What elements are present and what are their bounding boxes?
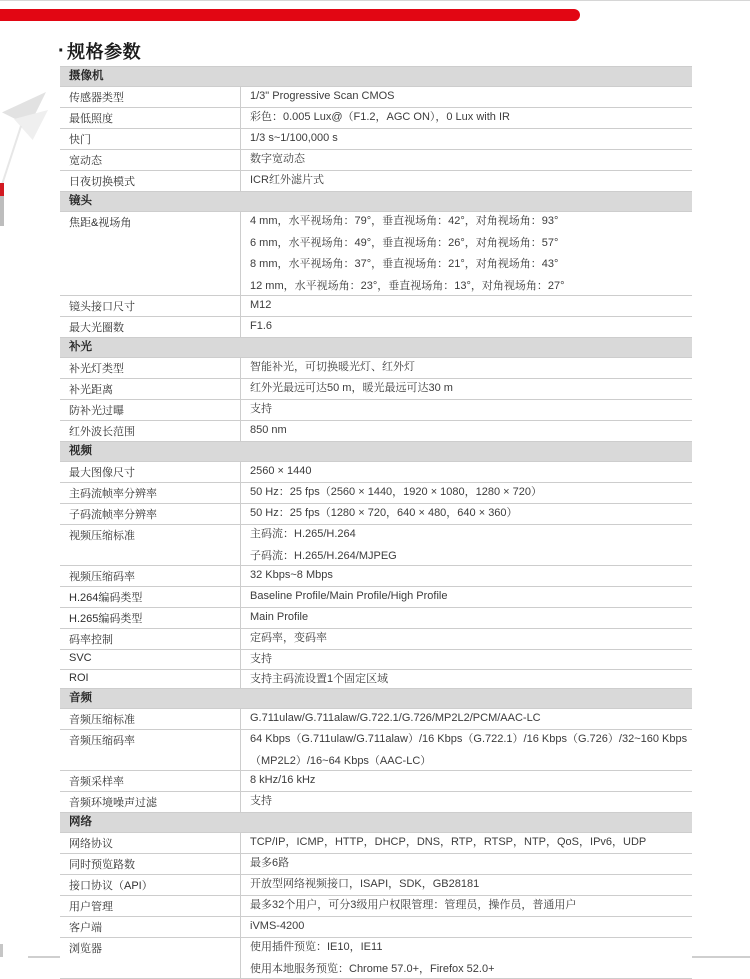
section-header: 视频 bbox=[60, 442, 692, 462]
spec-label: 用户管理 bbox=[60, 896, 241, 916]
spec-value bbox=[241, 317, 692, 337]
spec-value bbox=[241, 129, 692, 149]
spec-value-line: iVMS-4200 bbox=[250, 920, 305, 932]
spec-value bbox=[241, 833, 692, 853]
spec-row bbox=[60, 171, 692, 192]
spec-value-line: 850 nm bbox=[250, 424, 287, 436]
spec-label: 客户端 bbox=[60, 917, 241, 937]
spec-value-line: 开放型网络视频接口，ISAPI，SDK，GB28181 bbox=[250, 878, 480, 890]
spec-label: 最大光圈数 bbox=[60, 317, 241, 337]
spec-row bbox=[60, 421, 692, 442]
spec-row bbox=[60, 296, 692, 317]
spec-label: SVC bbox=[60, 650, 241, 669]
spec-value bbox=[241, 171, 692, 191]
spec-value-line: 定码率，变码率 bbox=[250, 632, 327, 644]
spec-value bbox=[241, 358, 692, 378]
spec-value bbox=[241, 212, 692, 295]
spec-row bbox=[60, 317, 692, 338]
spec-value bbox=[241, 379, 692, 399]
spec-value-line: 使用本地服务预览：Chrome 57.0+，Firefox 52.0+ bbox=[250, 962, 495, 975]
spec-label: 最低照度 bbox=[60, 108, 241, 128]
spec-row bbox=[60, 87, 692, 108]
spec-row bbox=[60, 854, 692, 875]
spec-value bbox=[241, 854, 692, 874]
spec-value-line: 1/3" Progressive Scan CMOS bbox=[250, 90, 395, 102]
spec-row bbox=[60, 792, 692, 813]
title-bullet-icon: · bbox=[58, 40, 66, 62]
spec-label: H.265编码类型 bbox=[60, 608, 241, 628]
spec-row bbox=[60, 650, 692, 670]
spec-value bbox=[241, 938, 692, 978]
spec-value-line: 支持 bbox=[250, 795, 272, 807]
page-edge-bottom-mark bbox=[0, 944, 3, 957]
spec-value-line: Baseline Profile/Main Profile/High Profile bbox=[250, 590, 448, 602]
spec-row bbox=[60, 730, 692, 771]
section-header: 音频 bbox=[60, 689, 692, 709]
spec-value bbox=[241, 566, 692, 586]
spec-label: 浏览器 bbox=[60, 938, 241, 978]
spec-label: 网络协议 bbox=[60, 833, 241, 853]
spec-value-line: 支持 bbox=[250, 403, 272, 415]
spec-row bbox=[60, 212, 692, 296]
spec-label: 传感器类型 bbox=[60, 87, 241, 107]
spec-label: H.264编码类型 bbox=[60, 587, 241, 607]
spec-value bbox=[241, 771, 692, 791]
spec-row bbox=[60, 917, 692, 938]
spec-value-line: G.711ulaw/G.711alaw/G.722.1/G.726/MP2L2/PCM/AAC-LC bbox=[250, 712, 541, 724]
spec-label: 日夜切换模式 bbox=[60, 171, 241, 191]
spec-value-line: Main Profile bbox=[250, 611, 309, 623]
spec-label: 主码流帧率分辨率 bbox=[60, 483, 241, 503]
spec-row bbox=[60, 587, 692, 608]
spec-label: ROI bbox=[60, 670, 241, 689]
spec-value bbox=[241, 629, 692, 649]
spec-row bbox=[60, 608, 692, 629]
spec-row bbox=[60, 379, 692, 400]
spec-value-line: 最多6路 bbox=[250, 857, 290, 869]
spec-label: 红外波长范围 bbox=[60, 421, 241, 441]
section-header: 补光 bbox=[60, 338, 692, 358]
spec-label: 音频压缩标准 bbox=[60, 709, 241, 729]
spec-row bbox=[60, 896, 692, 917]
spec-value-line: 1/3 s~1/100,000 s bbox=[250, 132, 338, 144]
spec-value-line: M12 bbox=[250, 299, 272, 311]
spec-value-line: 12 mm，水平视场角：23°，垂直视场角：13°，对角视场角：27° bbox=[250, 279, 565, 292]
spec-value-line: 50 Hz：25 fps（2560 × 1440，1920 × 1080，1280 × 720） bbox=[250, 486, 543, 498]
spec-value-line: 32 Kbps~8 Mbps bbox=[250, 569, 333, 581]
spec-value bbox=[241, 875, 692, 895]
spec-value-line: 子码流：H.265/H.264/MJPEG bbox=[250, 549, 397, 562]
spec-value-line: 最多32个用户，可分3级用户权限管理：管理员，操作员，普通用户 bbox=[250, 899, 577, 911]
spec-row bbox=[60, 504, 692, 525]
spec-row bbox=[60, 771, 692, 792]
spec-row bbox=[60, 358, 692, 379]
spec-value bbox=[241, 108, 692, 128]
brand-red-bar bbox=[0, 9, 580, 21]
watermark-graphic bbox=[0, 84, 60, 224]
spec-value bbox=[241, 730, 693, 770]
spec-value bbox=[241, 670, 692, 689]
spec-value bbox=[241, 462, 692, 482]
spec-row bbox=[60, 483, 692, 504]
spec-label: 音频压缩码率 bbox=[60, 730, 241, 770]
spec-value-line: TCP/IP，ICMP，HTTP，DHCP，DNS，RTP，RTSP，NTP，QoS，IPv6，UDP bbox=[250, 836, 647, 848]
section-header: 镜头 bbox=[60, 192, 692, 212]
page-title bbox=[58, 38, 141, 64]
spec-value-line: 6 mm，水平视场角：49°，垂直视场角：26°，对角视场角：57° bbox=[250, 236, 559, 249]
spec-row bbox=[60, 108, 692, 129]
spec-value bbox=[241, 87, 692, 107]
spec-value-line: 彩色：0.005 Lux@（F1.2，AGC ON），0 Lux with IR bbox=[250, 111, 510, 123]
spec-value-line: 数字宽动态 bbox=[250, 153, 305, 165]
spec-label: 音频采样率 bbox=[60, 771, 241, 791]
spec-value bbox=[241, 917, 692, 937]
spec-value-line: 64 Kbps（G.711ulaw/G.711alaw）/16 Kbps（G.722.1）/16 Kbps（G.726）/32~160 Kbps bbox=[250, 733, 688, 745]
spec-value bbox=[241, 896, 692, 916]
top-hairline bbox=[0, 0, 750, 1]
spec-value-line: 2560 × 1440 bbox=[250, 465, 312, 477]
spec-value bbox=[241, 483, 692, 503]
spec-value-line: 支持主码流设置1个固定区域 bbox=[250, 672, 389, 685]
spec-value-line: 主码流：H.265/H.264 bbox=[250, 528, 356, 540]
spec-value-line: 红外光最远可达50 m，暖光最远可达30 m bbox=[250, 382, 453, 394]
spec-value-line: ICR红外滤片式 bbox=[250, 174, 324, 186]
spec-value bbox=[241, 709, 692, 729]
spec-value bbox=[241, 296, 692, 316]
section-header: 摄像机 bbox=[60, 67, 692, 87]
spec-row bbox=[60, 129, 692, 150]
spec-value bbox=[241, 400, 692, 420]
spec-row bbox=[60, 525, 692, 566]
spec-value-line: 使用插件预览：IE10，IE11 bbox=[250, 941, 383, 953]
spec-label: 宽动态 bbox=[60, 150, 241, 170]
spec-label: 视频压缩码率 bbox=[60, 566, 241, 586]
spec-value bbox=[241, 150, 692, 170]
spec-value bbox=[241, 525, 692, 565]
spec-value-line: 支持 bbox=[250, 653, 272, 665]
page-title-text: 规格参数 bbox=[67, 42, 142, 62]
spec-label: 接口协议（API） bbox=[60, 875, 241, 895]
spec-label: 补光距离 bbox=[60, 379, 241, 399]
spec-row bbox=[60, 938, 692, 979]
spec-value bbox=[241, 650, 692, 669]
page-edge-gray-mark bbox=[0, 196, 4, 226]
spec-value-line: 8 kHz/16 kHz bbox=[250, 774, 316, 786]
spec-value-line: 智能补光，可切换暖光灯、红外灯 bbox=[250, 361, 415, 373]
section-header: 网络 bbox=[60, 813, 692, 833]
spec-label: 镜头接口尺寸 bbox=[60, 296, 241, 316]
spec-value-line: 4 mm，水平视场角：79°，垂直视场角：42°，对角视场角：93° bbox=[250, 215, 559, 227]
spec-value-line: 8 mm，水平视场角：37°，垂直视场角：21°，对角视场角：43° bbox=[250, 258, 559, 270]
spec-row bbox=[60, 875, 692, 896]
spec-label: 焦距&视场角 bbox=[60, 212, 241, 295]
spec-label: 同时预览路数 bbox=[60, 854, 241, 874]
spec-value bbox=[241, 504, 692, 524]
spec-row bbox=[60, 462, 692, 483]
spec-row bbox=[60, 670, 692, 690]
spec-row bbox=[60, 629, 692, 650]
spec-label: 补光灯类型 bbox=[60, 358, 241, 378]
spec-row bbox=[60, 566, 692, 587]
spec-label: 最大图像尺寸 bbox=[60, 462, 241, 482]
spec-table bbox=[60, 66, 692, 979]
spec-value bbox=[241, 608, 692, 628]
spec-value bbox=[241, 587, 692, 607]
spec-row bbox=[60, 709, 692, 730]
spec-row bbox=[60, 150, 692, 171]
spec-value-line: （MP2L2）/16~64 Kbps（AAC-LC） bbox=[250, 754, 432, 767]
spec-value-line: F1.6 bbox=[250, 320, 273, 332]
spec-value bbox=[241, 792, 692, 812]
spec-value-line: 50 Hz：25 fps（1280 × 720，640 × 480，640 × 360） bbox=[250, 507, 518, 519]
spec-row bbox=[60, 400, 692, 421]
spec-row bbox=[60, 833, 692, 854]
spec-value bbox=[241, 421, 692, 441]
spec-label: 快门 bbox=[60, 129, 241, 149]
spec-label: 视频压缩标准 bbox=[60, 525, 241, 565]
spec-label: 码率控制 bbox=[60, 629, 241, 649]
page-edge-red-mark bbox=[0, 183, 4, 196]
spec-label: 子码流帧率分辨率 bbox=[60, 504, 241, 524]
spec-label: 音频环境噪声过滤 bbox=[60, 792, 241, 812]
spec-label: 防补光过曝 bbox=[60, 400, 241, 420]
